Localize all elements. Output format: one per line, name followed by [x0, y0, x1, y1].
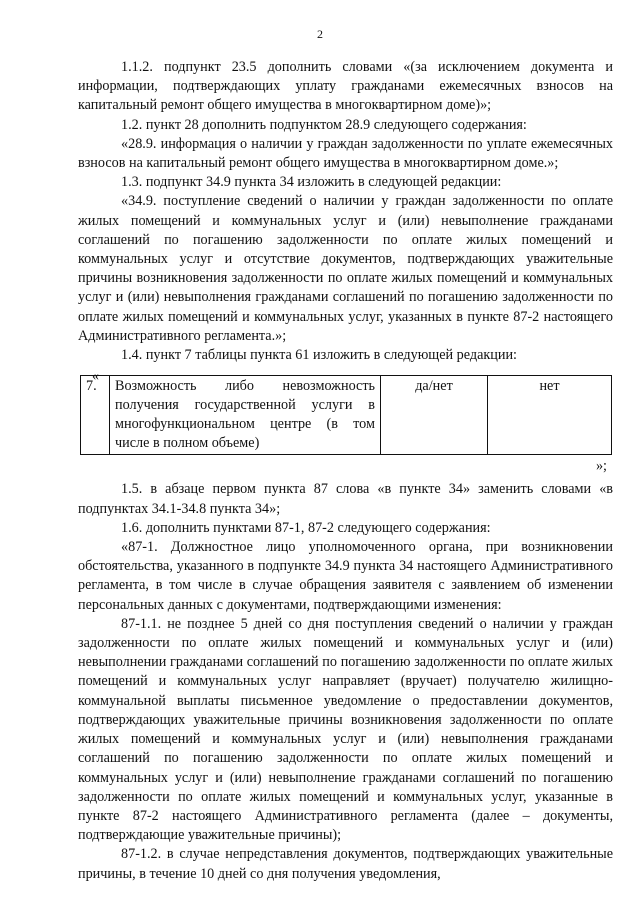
table-close-quote: »; [595, 458, 607, 475]
paragraph-1-5: 1.5. в абзаце первом пункта 87 слова «в пункте 34» заменить словами «в подпунктах 34.1-34.8 пункта 34»; [78, 481, 613, 517]
table-block [78, 369, 613, 476]
paragraph-34-9: «34.9. поступление сведений о наличии у граждан задолженности по оплате жилых помещений и коммунальных услуг и (или) невыполнение гражданами соглашений по погашению задолженности по оплате жилых помещений и коммунальных услуг и отсутствие документов, подтверждающих уважительные причины возникновения задолженности по оплате жилых помещений и коммунальных услуг и (или) невыполнения гражданами соглашений по погашению задолженности по оплате жилых помещений и коммунальных услуг, указанных в пункте 87-2 настоящего Административного регламента.»; [78, 193, 613, 344]
amendment-table [80, 375, 612, 455]
paragraph-1-3: 1.3. подпункт 34.9 пункта 34 изложить в следующей редакции: [121, 174, 502, 191]
table-open-quote: « [92, 369, 99, 385]
table-cell-value: нет [488, 376, 612, 455]
paragraph-1-6: 1.6. дополнить пунктами 87-1, 87-2 следующего содержания: [121, 519, 491, 536]
paragraph-87-1-1: 87-1.1. не позднее 5 дней со дня поступления сведений о наличии у граждан задолженности по оплате жилых помещений и коммунальных услуг и (или) невыполнении гражданами соглашений по погашению задолженности по оплате жилых помещений и коммунальных услуг направляет (вручает) получателю жилищно-коммунальной выплаты письменное уведомление о предоставлении документов, подтверждающих уважительные причины возникновения задолженности по оплате жилых помещений и коммунальных услуг и (или) невыполнения гражданами соглашений по погашению задолженности по оплате жилых помещений и коммунальных услуг и (или) невыполнение гражданами соглашений по погашению задолженности по оплате жилых помещений и коммунальных услуг, указанные в пункте 87-2 настоящего Административного регламента (далее – документы, подтверждающие уважительные причины); [78, 615, 613, 844]
paragraph-87-1: «87-1. Должностное лицо уполномоченного органа, при возникновении обстоятельства, указанного в подпункте 34.9 пункта 34 настоящего Административного регламента, в том числе в случае обращения заявителя с заявлением об изменении персональных данных с документами, подтверждающими изменения: [78, 539, 613, 613]
table-cell-number: 7. [81, 376, 110, 455]
paragraph-1-4: 1.4. пункт 7 таблицы пункта 61 изложить в следующей редакции: [121, 347, 517, 364]
table-cell-yes-no: да/нет [381, 376, 488, 455]
document-body [78, 58, 613, 884]
paragraph-87-1-2: 87-1.2. в случае непредставления документов, подтверждающих уважительные причины, в течение 10 дней со дня получения уведомления, [78, 846, 613, 882]
table-cell-description: Возможность либо невозможность получения государственной услуги в многофункциональном центре (в том числе в полном объеме) [110, 376, 381, 455]
table-row [81, 376, 612, 455]
page-number: 2 [317, 27, 323, 41]
paragraph-1-2: 1.2. пункт 28 дополнить подпунктом 28.9 следующего содержания: [121, 116, 527, 133]
paragraph-1-1-2: 1.1.2. подпункт 23.5 дополнить словами «(за исключением документа и информации, подтверждающих уплату гражданами ежемесячных взносов на капитальный ремонт общего имущества в многоквартирном доме)»; [78, 59, 613, 114]
paragraph-28-9: «28.9. информация о наличии у граждан задолженности по уплате ежемесячных взносов на капитальный ремонт общего имущества в многоквартирном доме.»; [78, 135, 613, 172]
